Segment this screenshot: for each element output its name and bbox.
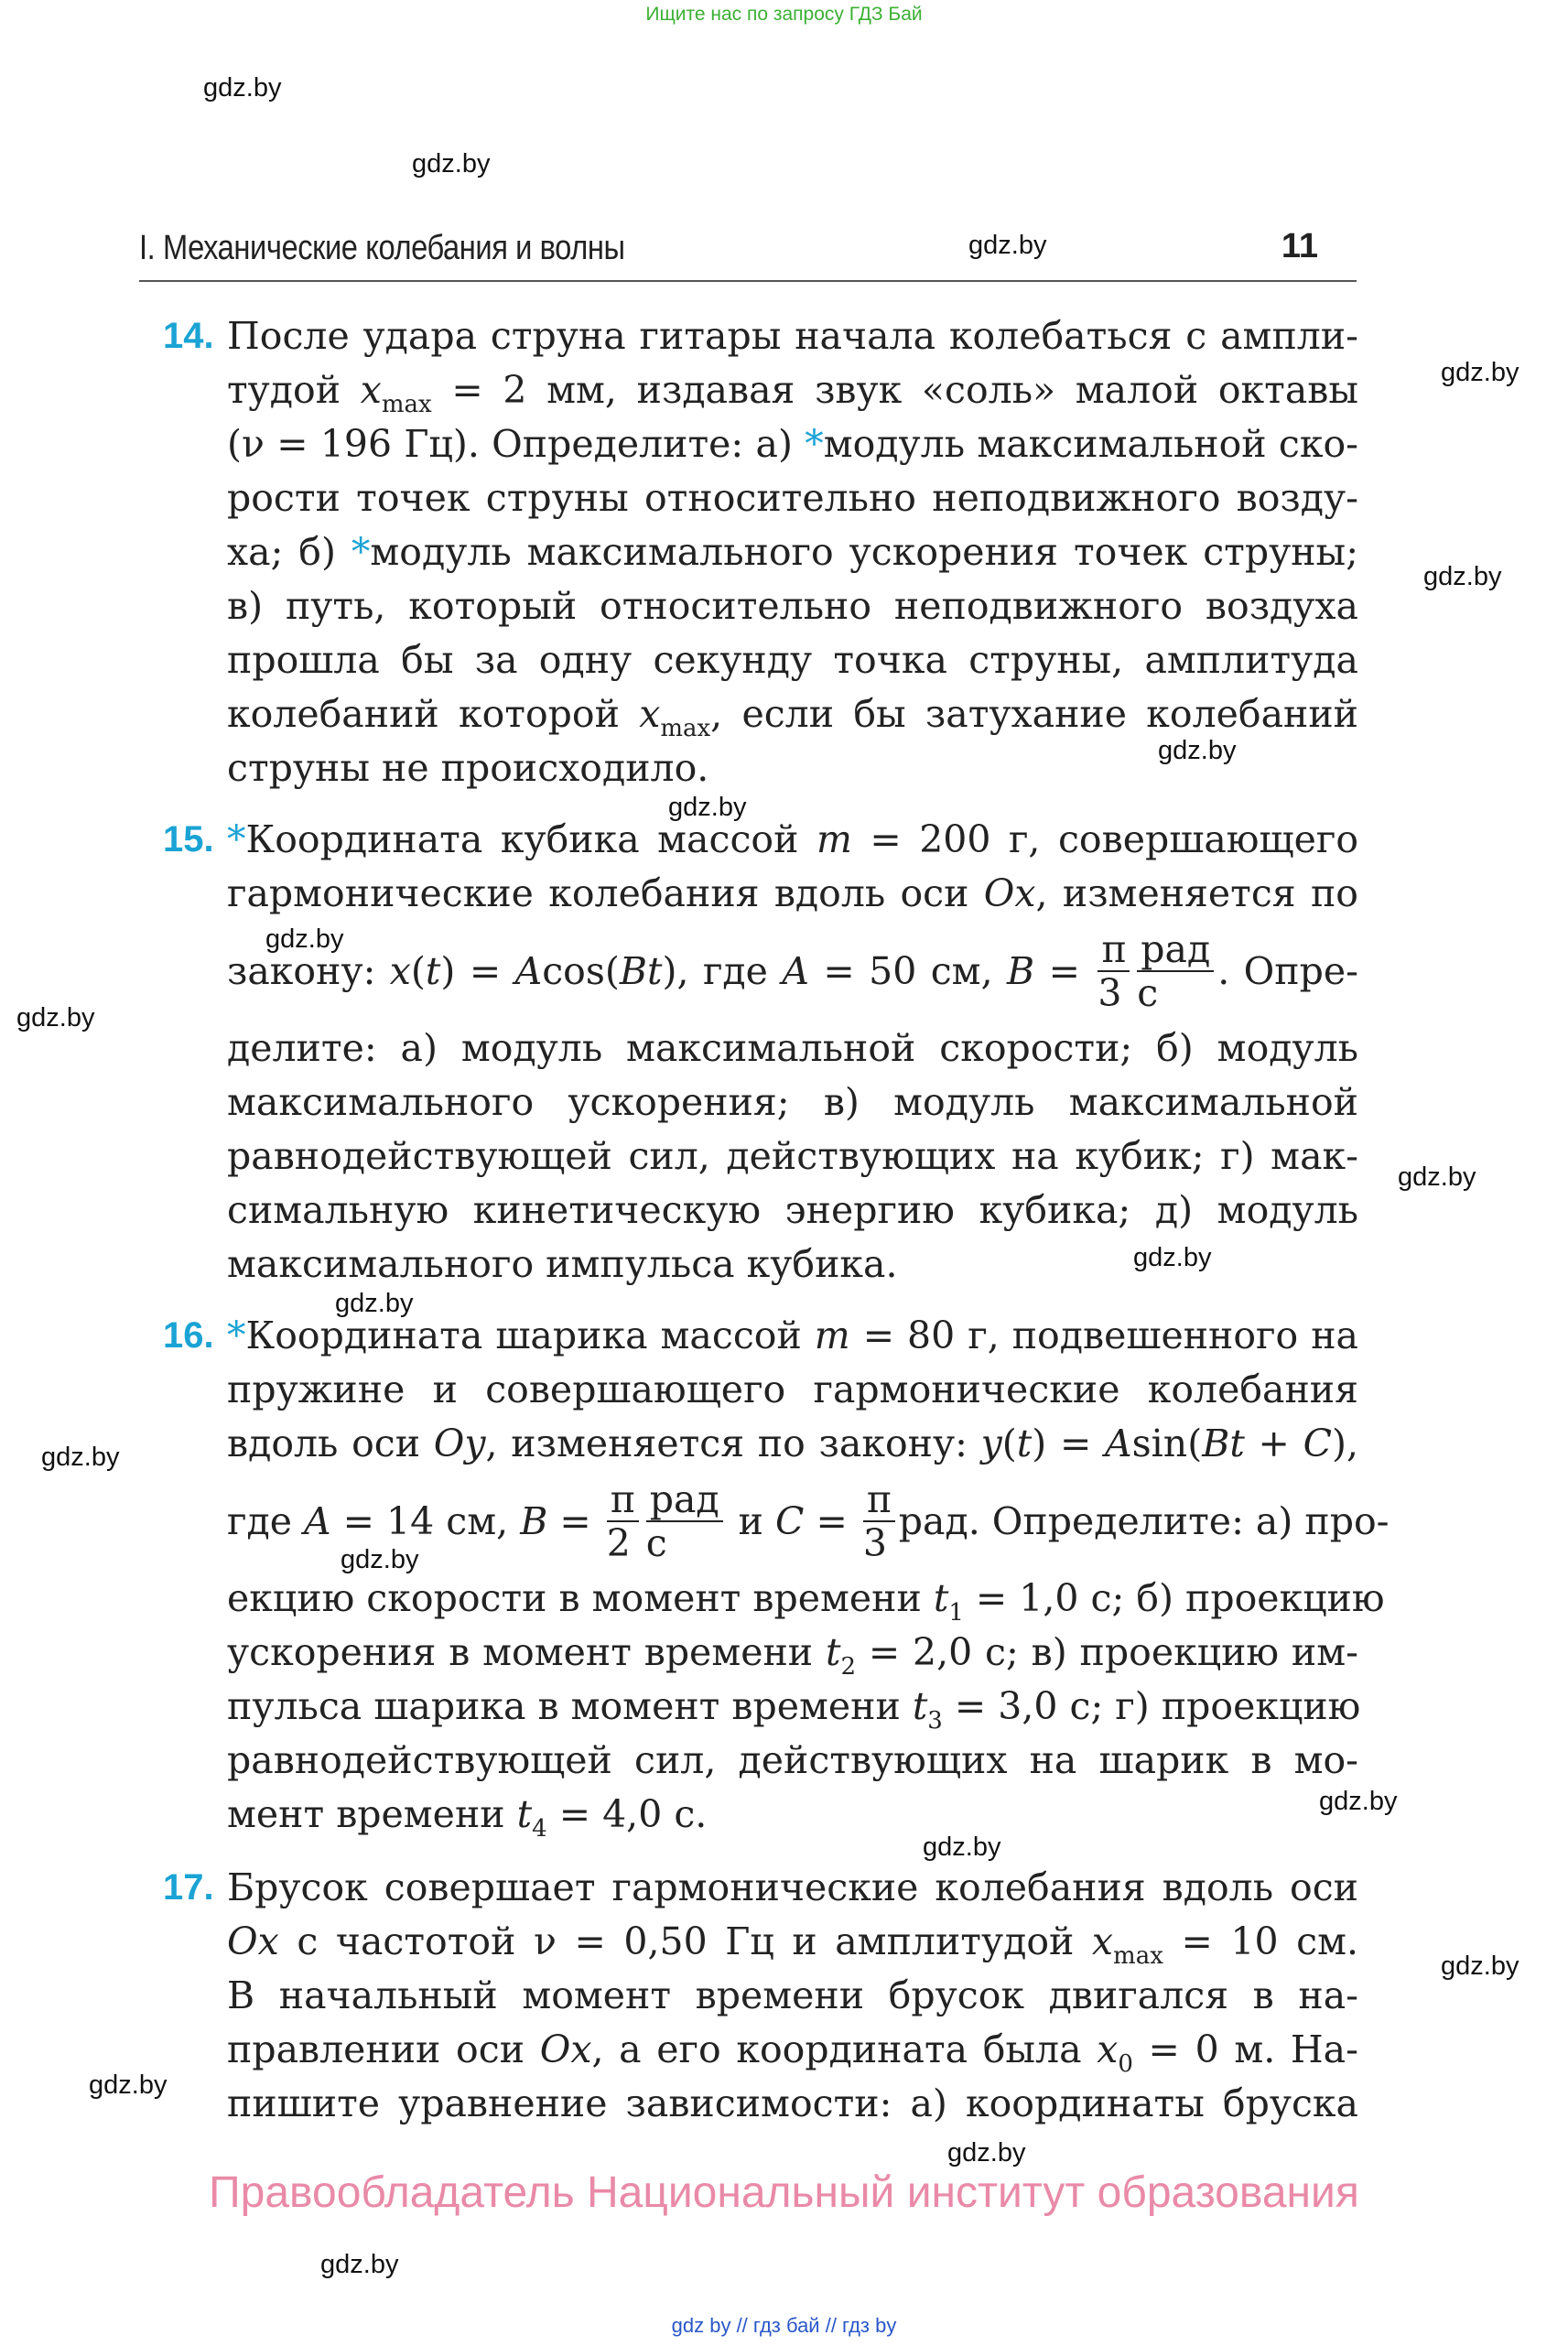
watermark: gdz.by	[341, 1545, 419, 1574]
problem-number: 17.	[163, 1867, 214, 1908]
watermark: gdz.by	[1158, 736, 1237, 765]
text-line: где A = 14 см, B = $\frac{\pi}{2}$ $\frac{\text{рад}}{с}$ и C = $\frac{\pi}{3}$ рад. Определите: а) про-	[227, 1476, 1390, 1565]
watermark: gdz.by	[16, 1003, 95, 1032]
watermark: gdz.by	[1441, 1951, 1519, 1981]
watermark: gdz.by	[923, 1832, 1001, 1862]
text-line: равнодействующей сил, действующих на кубик; г) мак-	[227, 1134, 1358, 1178]
text-line: колебаний которой $x_{max}$, если бы затухание колебаний	[227, 692, 1358, 742]
watermark: gdz.by	[320, 2250, 399, 2279]
text-line: пишите уравнение зависимости: а) координаты бруска	[227, 2081, 1358, 2125]
text-line: равнодействующей сил, действующих на шарик в мо-	[227, 1738, 1358, 1782]
bottom-links[interactable]: gdz by // гдз бай // гдз by	[671, 2314, 897, 2337]
text-line: тудой $x_{max} = 2$ мм, издавая звук «соль» малой октавы	[227, 368, 1358, 418]
text-line: пружине и совершающего гармонические колебания	[227, 1368, 1358, 1411]
text-line: (ν = 196 Гц). Определите: а) *модуль максимальной ско-	[227, 422, 1359, 466]
text-line: закону: x(t) = Acos(Bt), где A = 50 см, B = $\frac{\pi}{3}$ $\frac{\text{рад}}{с}$ . Опре-	[227, 926, 1358, 1015]
fraction: $\frac{\pi}{3}$	[1098, 928, 1130, 1014]
text-line: ха; б) *модуль максимального ускорения точек струны;	[227, 530, 1359, 574]
watermark: gdz.by	[89, 2070, 168, 2100]
watermark: gdz.by	[1398, 1162, 1476, 1192]
watermark: gdz.by	[1133, 1243, 1212, 1272]
text-line: правлении оси Ox, а его координата была $x_0 = 0$ м. На-	[227, 2027, 1358, 2078]
watermark: gdz.by	[265, 924, 344, 954]
problem-15	[163, 813, 1359, 1292]
watermark: gdz.by	[203, 73, 282, 103]
copyright-notice: Правообладатель Национальный институт образования	[209, 2168, 1359, 2217]
text-line: мент времени $t_4 = 4,0$ с.	[227, 1792, 708, 1843]
text-line: В начальный момент времени брусок двигался в на-	[227, 1973, 1358, 2017]
text-line: *Координата кубика массой m = 200 г, совершающего	[227, 817, 1359, 861]
watermark: gdz.by	[412, 149, 491, 178]
watermark: gdz.by	[1423, 562, 1502, 591]
fraction: $\frac{\pi}{3}$	[863, 1478, 895, 1564]
text-line: *Координата шарика массой m = 80 г, подвешенного на	[227, 1314, 1358, 1357]
text-line: струны не происходило.	[227, 746, 709, 790]
text-line: После удара струна гитары начала колебаться с ампли-	[227, 314, 1358, 358]
watermark: gdz.by	[335, 1289, 414, 1318]
watermark: gdz.by	[41, 1443, 120, 1472]
problem-number: 16.	[163, 1315, 214, 1356]
watermark: gdz.by	[947, 2138, 1026, 2168]
text-line: прошла бы за одну секунду точка струны, амплитуда	[227, 638, 1358, 682]
watermark: gdz.by	[1319, 1787, 1398, 1816]
watermark: gdz.by	[668, 793, 747, 822]
problem-17	[163, 1861, 1358, 2131]
fraction: $\frac{\pi}{2}$	[607, 1478, 639, 1564]
text-line: максимального импульса кубика.	[227, 1242, 898, 1286]
problem-14	[163, 309, 1359, 795]
problem-number: 15.	[163, 819, 214, 859]
text-line: гармонические колебания вдоль оси Ox, изменяется по	[227, 871, 1358, 915]
problem-number: 14.	[163, 316, 214, 356]
text-line: рости точек струны относительно неподвижного возду-	[227, 476, 1358, 520]
text-line: в) путь, который относительно неподвижного воздуха	[227, 584, 1358, 628]
watermark: gdz.by	[968, 231, 1047, 260]
fraction: $\frac{\text{рад}}{с}$	[1137, 928, 1214, 1014]
top-banner[interactable]: Ищите нас по запросу ГДЗ Бай	[645, 4, 923, 25]
text-line: делите: а) модуль максимальной скорости; б) модуль	[227, 1026, 1358, 1070]
running-header	[139, 225, 1357, 282]
text-line: ускорения в момент времени $t_2 = 2,0$ с; в) проекцию им-	[227, 1630, 1358, 1681]
text-line: екцию скорости в момент времени $t_1 = 1,0$ с; б) проекцию	[227, 1576, 1385, 1627]
chapter-title: I. Механические колебания и волны	[139, 229, 625, 267]
text-line: вдоль оси Oy, изменяется по закону: y(t) = Asin(Bt + C),	[227, 1422, 1358, 1465]
text-line: пульса шарика в момент времени $t_3 = 3,0$ с; г) проекцию	[227, 1684, 1361, 1735]
text-line: максимального ускорения; в) модуль максимальной	[227, 1080, 1358, 1124]
text-line: Ox с частотой ν = 0,50 Гц и амплитудой $x_{max} = 10$ см.	[227, 1919, 1358, 1970]
fraction: $\frac{\text{рад}}{с}$	[646, 1478, 723, 1564]
watermark: gdz.by	[1441, 358, 1519, 387]
text-line: Брусок совершает гармонические колебания вдоль оси	[227, 1865, 1358, 1909]
text-line: симальную кинетическую энергию кубика; д) модуль	[227, 1188, 1358, 1232]
page-number: 11	[1281, 227, 1318, 265]
